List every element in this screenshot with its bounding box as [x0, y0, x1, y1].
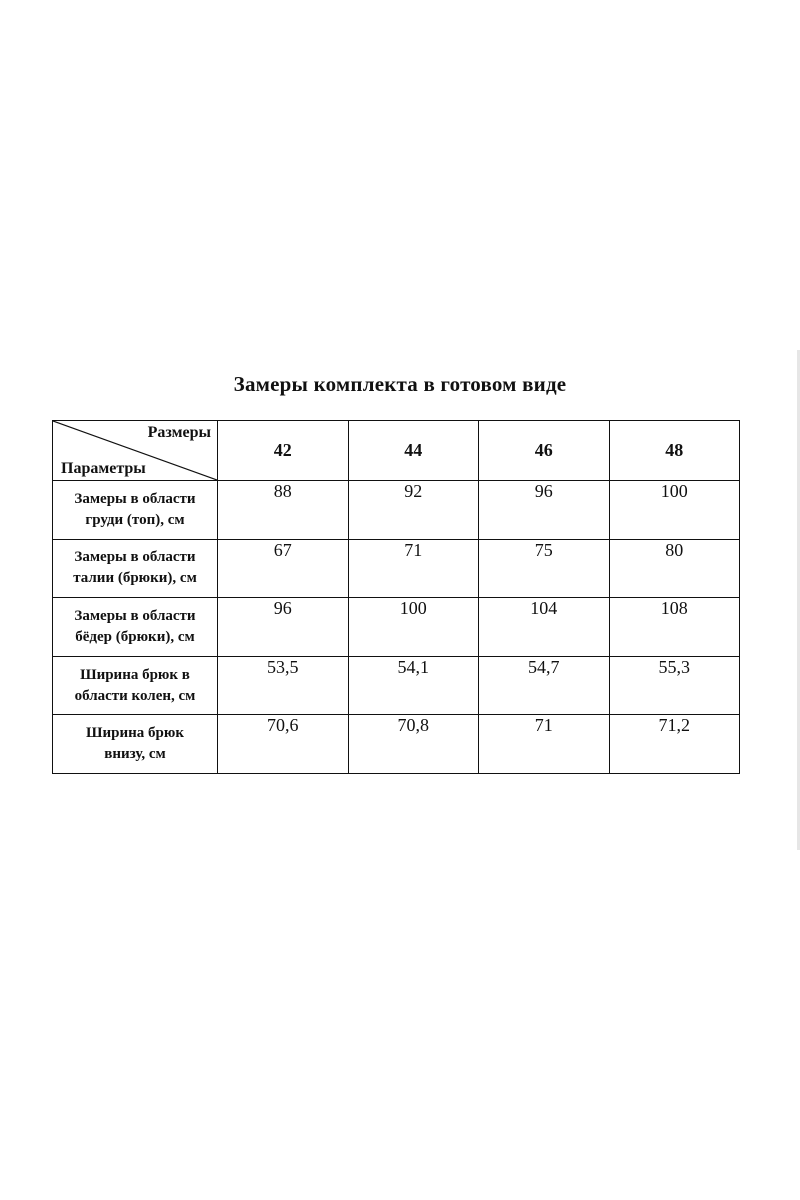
size-header-46: 46	[479, 421, 610, 481]
table-cell: 75	[479, 539, 610, 598]
size-table	[52, 420, 740, 774]
table-cell: 100	[609, 481, 740, 540]
table-cell: 80	[609, 539, 740, 598]
table-cell: 96	[479, 481, 610, 540]
table-row	[53, 539, 740, 598]
size-header-44: 44	[348, 421, 479, 481]
size-header-48: 48	[609, 421, 740, 481]
table-cell: 53,5	[218, 656, 349, 715]
table-cell: 71,2	[609, 715, 740, 774]
table-cell: 55,3	[609, 656, 740, 715]
table-cell: 70,8	[348, 715, 479, 774]
table-cell: 54,7	[479, 656, 610, 715]
param-label-line: груди (топ), см	[85, 511, 185, 528]
table-cell: 71	[348, 539, 479, 598]
page-title: Замеры комплекта в готовом виде	[233, 372, 567, 396]
table-cell: 96	[218, 598, 349, 657]
table-cell: 108	[609, 598, 740, 657]
param-label	[53, 656, 218, 715]
table-cell: 67	[218, 539, 349, 598]
table-row	[53, 656, 740, 715]
table-row	[53, 481, 740, 540]
param-label-line: талии (брюки), см	[73, 570, 197, 587]
size-header-42: 42	[218, 421, 349, 481]
param-label	[53, 598, 218, 657]
table-corner-cell	[53, 421, 218, 481]
table-cell: 54,1	[348, 656, 479, 715]
param-label-line: Замеры в области	[74, 549, 196, 566]
table-row	[53, 715, 740, 774]
param-label-line: Замеры в области	[74, 607, 196, 624]
param-label-line: области колен, см	[74, 687, 196, 704]
param-label	[53, 481, 218, 540]
param-label-line: внизу, см	[104, 746, 166, 763]
param-label	[53, 715, 218, 774]
parameters-header-label: Параметры	[61, 460, 146, 477]
table-cell: 88	[218, 481, 349, 540]
table-cell: 70,6	[218, 715, 349, 774]
param-label-line: бёдер (брюки), см	[75, 628, 195, 645]
table-cell: 104	[479, 598, 610, 657]
table-row	[53, 598, 740, 657]
param-label-line: Ширина брюк в	[80, 666, 190, 683]
param-label	[53, 539, 218, 598]
table-header-row	[53, 421, 740, 481]
param-label-line: Замеры в области	[74, 490, 196, 507]
table-cell: 92	[348, 481, 479, 540]
table-cell: 100	[348, 598, 479, 657]
sizes-header-label: Размеры	[147, 424, 211, 441]
table-cell: 71	[479, 715, 610, 774]
param-label-line: Ширина брюк	[86, 725, 184, 742]
